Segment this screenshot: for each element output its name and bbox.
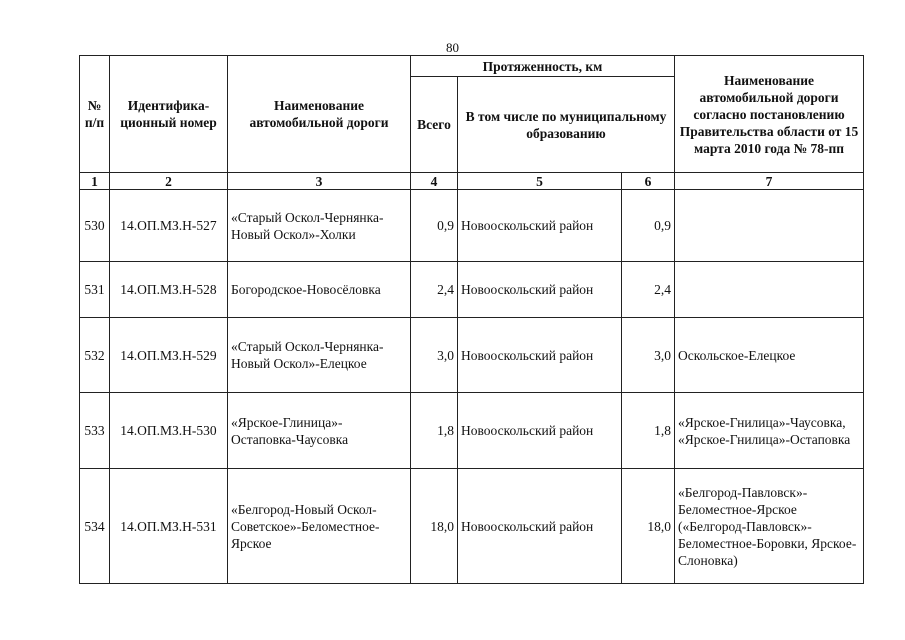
table-row: [80, 469, 864, 584]
row-total-length: 1,8: [411, 393, 458, 469]
row-district: Новооскольский район: [458, 318, 622, 393]
row-num: 531: [80, 262, 110, 318]
table-row: [80, 262, 864, 318]
row-district: Новооскольский район: [458, 469, 622, 584]
row-id: 14.ОП.МЗ.Н-531: [110, 469, 228, 584]
row-total-length: 18,0: [411, 469, 458, 584]
column-number: 5: [458, 173, 622, 190]
row-district: Новооскольский район: [458, 262, 622, 318]
row-district-length: 2,4: [622, 262, 675, 318]
row-resolution-name: [675, 262, 864, 318]
row-district: Новооскольский район: [458, 190, 622, 262]
row-num: 533: [80, 393, 110, 469]
row-num: 532: [80, 318, 110, 393]
row-id: 14.ОП.МЗ.Н-527: [110, 190, 228, 262]
row-road-name: Богородское-Новосёловка: [228, 262, 411, 318]
row-road-name: «Старый Оскол-Чернянка-Новый Оскол»-Елецкое: [228, 318, 411, 393]
row-resolution-name: Оскольское-Елецкое: [675, 318, 864, 393]
row-district-length: 18,0: [622, 469, 675, 584]
header-total: Всего: [411, 77, 458, 173]
row-district-length: 0,9: [622, 190, 675, 262]
header-incl: В том числе по муниципальному образованию: [458, 77, 675, 173]
row-resolution-name: «Белгород-Павловск»-Беломестное-Ярское («Белгород-Павловск»-Беломестное-Боровки, Ярское-Слоновка): [675, 469, 864, 584]
header-length: Протяженность, км: [411, 56, 675, 77]
row-road-name: «Ярское-Глиница»-Остаповка-Чаусовка: [228, 393, 411, 469]
column-number: 1: [80, 173, 110, 190]
column-number: 6: [622, 173, 675, 190]
row-district-length: 3,0: [622, 318, 675, 393]
row-road-name: «Старый Оскол-Чернянка-Новый Оскол»-Холки: [228, 190, 411, 262]
column-numbers-row: [80, 173, 864, 190]
row-num: 530: [80, 190, 110, 262]
header-id: Идентифика-ционный номер: [110, 56, 228, 173]
row-resolution-name: [675, 190, 864, 262]
row-id: 14.ОП.МЗ.Н-528: [110, 262, 228, 318]
row-district-length: 1,8: [622, 393, 675, 469]
header-num: № п/п: [80, 56, 110, 173]
roads-table: [79, 55, 864, 584]
row-id: 14.ОП.МЗ.Н-530: [110, 393, 228, 469]
column-number: 7: [675, 173, 864, 190]
row-road-name: «Белгород-Новый Оскол-Советское»-Беломестное-Ярское: [228, 469, 411, 584]
row-total-length: 0,9: [411, 190, 458, 262]
header-resolution: Наименование автомобильной дороги согласно постановлению Правительства области от 15 марта 2010 года № 78-пп: [675, 56, 864, 173]
column-number: 2: [110, 173, 228, 190]
table-row: [80, 190, 864, 262]
table-row: [80, 393, 864, 469]
row-total-length: 3,0: [411, 318, 458, 393]
row-id: 14.ОП.МЗ.Н-529: [110, 318, 228, 393]
column-number: 4: [411, 173, 458, 190]
table-row: [80, 318, 864, 393]
header-name: Наименование автомобильной дороги: [228, 56, 411, 173]
row-district: Новооскольский район: [458, 393, 622, 469]
column-number: 3: [228, 173, 411, 190]
row-total-length: 2,4: [411, 262, 458, 318]
row-resolution-name: «Ярское-Гнилица»-Чаусовка, «Ярское-Гнилица»-Остаповка: [675, 393, 864, 469]
row-num: 534: [80, 469, 110, 584]
page-number: 80: [446, 40, 459, 55]
